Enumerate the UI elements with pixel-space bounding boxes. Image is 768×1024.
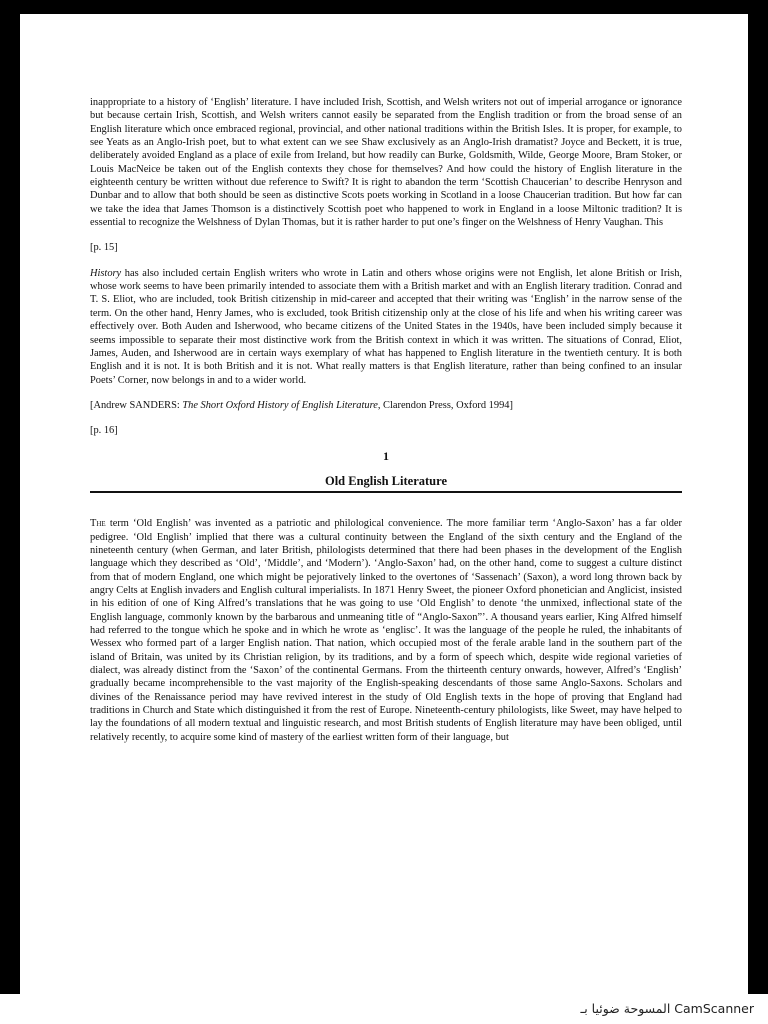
- chapter-number: 1: [383, 448, 389, 463]
- citation-author: [Andrew SANDERS:: [90, 399, 183, 411]
- citation-title: The Short Oxford History of English Literature: [182, 399, 378, 411]
- chapter-title: Old English Literature: [324, 473, 447, 488]
- paragraph-old-english-body: term ‘Old English’ was invented as a patriotic and philological convenience. The more familiar term ‘Anglo-Saxon’ has a far older pedigree. ‘Old English’ implied that there was a cultural continuity between the England of the sixth century and the England of the nineteenth century (when German, and later British, philologists determined that there had been phases in the development of the English language which they described as ‘Old’, ‘Middle’, and ‘Modern’). ‘Anglo-Saxon’ had, on the other hand, come to suggest a culture distinct from that of modern England, one which might be pejoratively linked to the overtones of ‘Sassenach’ (Saxon), a word long thrown back by angry Celts at English invaders and English cultural imperialists. In 1871 Henry Sweet, the pioneer Oxford phonetician and Anglicist, insisted in his edition of one of King Alfred’s translations that he was going to use ‘Old English’ to denote ‘the unmixed, inflectional state of the English language, commonly known by the barbarous and unmeaning title of “Anglo-Saxon”’. A thousand years earlier, King Alfred himself had referred to the tongue which he spoke and in which he wrote as ‘englisc’. It was the language of the people he ruled, the inhabitants of Wessex who formed part of a larger English nation. That nation, which occupied most of the ferale arable land in the southern part of the island of Britain, was united by its Christian religion, by its traditions, and by a form of speech which, despite wide regional varieties of dialect, was already distinct from the ‘Saxon’ of the continental Germans. From the thirteenth century onwards, however, Alfred’s ‘English’ gradually became incomprehensible to the vast majority of the English-speaking descendants of those same Anglo-Saxons. Scholars and divines of the Renaissance period may have revived interest in the study of Old English texts in the hope of proving that England had traditions in Church and State which distinguished it from the rest of Europe. Nineteenth-century philologists, like Sweet, may have helped to lay the foundations of all modern textual and linguistic research, and most British students of English literature may have been obliged, until relatively recently, to acquire some kind of mastery of the earliest written form of their language, but: [90, 518, 682, 743]
- chapter-rule: [90, 491, 682, 493]
- camscanner-watermark: المسوحة ضوئيا بـ CamScanner: [580, 1001, 754, 1016]
- paragraph-history-writers: [90, 267, 682, 387]
- citation-publisher: , Clarendon Press, Oxford 1994]: [377, 399, 513, 411]
- document-content: [90, 96, 682, 756]
- paragraph-old-english: [90, 517, 682, 744]
- italic-history: History: [90, 267, 122, 279]
- scanner-footer: [0, 994, 768, 1024]
- source-citation: [90, 399, 682, 412]
- page-marker-16: [p. 16]: [90, 425, 118, 437]
- paragraph-lead-word: The: [90, 518, 106, 530]
- document-page: [20, 14, 748, 994]
- paragraph-literature-scope: inappropriate to a history of ‘English’ literature. I have included Irish, Scottish, and Welsh writers not out of imperial arrogance or ignorance but because certain Irish, Scottish, and Welsh writers cannot easily be separated from the English tradition or from the broad sense of an English literature which once embraced regional, provincial, and other national traditions within the British Isles. It is proper, for example, to see Yeats as an Anglo-Irish poet, but to what extent can we see Shaw exclusively as an Anglo-Irish dramatist? Joyce and Beckett, it is true, deliberately avoided England as a place of exile from Ireland, but how readily can Burke, Goldsmith, Wilde, George Moore, Bram Stoker, or Louis MacNeice be taken out of the English contexts they chose for themselves? And how could the history of English literature in the eighteenth century be written without due reference to Swift? It is right to abandon the term ‘Scottish Chaucerian’ to describe Henryson and Dunbar and to allow that both should be seen as distinctive Scots poets working in Scotland in a loose Chaucerian tradition. But how far can we take the idea that James Thomson is a distinctively Scottish poet who happened to work in England in a loose Miltonic tradition? It is essential to recognize the Welshness of Dylan Thomas, but it is rather harder to put one’s finger on the Welshness of Henry Vaughan. This: [90, 97, 682, 229]
- paragraph-history-body: has also included certain English writers who wrote in Latin and others whose origins were not English, let alone British or Irish, whose work seems to have been primarily intended to associate them with a British market and with an English literary tradition. Conrad and T. S. Eliot, who are included, took British citizenship in mid-career and accepted that their writing was ‘English’ in the narrow sense of the term. On the other hand, Henry James, who is excluded, took British citizenship only at the close of his life and when his writing career was effectively over. Both Auden and Isherwood, who became citizens of the United States in the 1940s, have been included simply because it seems impossible to separate their most distinctive work from the British context in which it was written. The situations of Conrad, Eliot, James, Auden, and Isherwood are in certain ways exemplary of what has happened to English literature in the twentieth century. It is both English and it is not. It is both British and it is not. What really matters is that English literature, rather than being confined to an insular Poets’ Corner, now belongs in and to a wider world.: [90, 267, 682, 386]
- page-marker-15: [p. 15]: [90, 242, 118, 254]
